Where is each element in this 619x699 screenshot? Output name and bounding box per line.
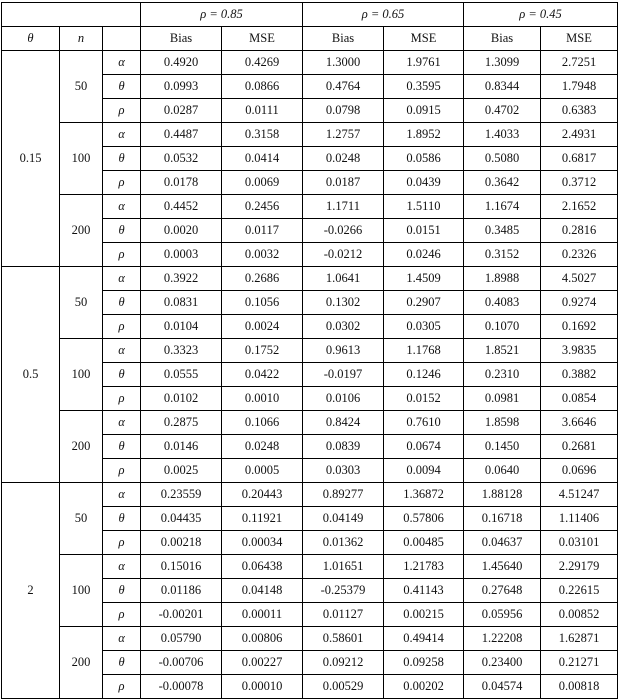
bias-value-cell: 0.01362: [303, 531, 384, 555]
bias-value-cell: 1.8598: [464, 411, 541, 435]
bias-value-cell: 0.0025: [141, 459, 222, 483]
bias-value-cell: 0.1450: [464, 435, 541, 459]
bias-value-cell: 0.4920: [141, 51, 222, 75]
mse-header: MSE: [541, 27, 618, 51]
bias-value-cell: 0.0104: [141, 315, 222, 339]
bias-value-cell: 0.05790: [141, 627, 222, 651]
parameter-cell: α: [103, 627, 141, 651]
parameter-cell: θ: [103, 219, 141, 243]
mse-value-cell: 0.22615: [541, 579, 618, 603]
bias-value-cell: 1.45640: [464, 555, 541, 579]
mse-value-cell: 0.0246: [384, 243, 464, 267]
table-row: [2, 483, 618, 507]
mse-value-cell: 2.4931: [541, 123, 618, 147]
mse-header: MSE: [384, 27, 464, 51]
bias-value-cell: 1.01651: [303, 555, 384, 579]
bias-value-cell: 0.4764: [303, 75, 384, 99]
mse-value-cell: 2.1652: [541, 195, 618, 219]
bias-value-cell: 0.4452: [141, 195, 222, 219]
bias-value-cell: 0.9613: [303, 339, 384, 363]
mse-value-cell: 2.7251: [541, 51, 618, 75]
mse-value-cell: 0.00010: [222, 675, 303, 699]
bias-value-cell: 0.4702: [464, 99, 541, 123]
bias-value-cell: 1.88128: [464, 483, 541, 507]
bias-value-cell: -0.0212: [303, 243, 384, 267]
bias-value-cell: 0.01127: [303, 603, 384, 627]
n-value-cell: 100: [60, 339, 103, 411]
bias-value-cell: 1.8988: [464, 267, 541, 291]
bias-value-cell: 0.0106: [303, 387, 384, 411]
parameter-cell: θ: [103, 651, 141, 675]
parameter-cell: α: [103, 123, 141, 147]
bias-header: Bias: [141, 27, 222, 51]
mse-value-cell: 0.0674: [384, 435, 464, 459]
n-column-header: n: [60, 27, 103, 51]
parameter-cell: θ: [103, 147, 141, 171]
table-row: [2, 627, 618, 651]
mse-value-cell: 0.0696: [541, 459, 618, 483]
mse-value-cell: 0.2681: [541, 435, 618, 459]
mse-value-cell: 0.03101: [541, 531, 618, 555]
parameter-cell: α: [103, 555, 141, 579]
mse-value-cell: 0.7610: [384, 411, 464, 435]
rho-header-0.85: ρ = 0.85: [141, 3, 303, 27]
mse-value-cell: 3.6646: [541, 411, 618, 435]
mse-value-cell: 1.9761: [384, 51, 464, 75]
mse-value-cell: 0.2686: [222, 267, 303, 291]
mse-value-cell: 1.4509: [384, 267, 464, 291]
parameter-cell: θ: [103, 435, 141, 459]
bias-value-cell: -0.0197: [303, 363, 384, 387]
bias-value-cell: 1.4033: [464, 123, 541, 147]
bias-value-cell: 0.1302: [303, 291, 384, 315]
bias-value-cell: -0.0266: [303, 219, 384, 243]
bias-value-cell: 0.23559: [141, 483, 222, 507]
mse-value-cell: 0.0305: [384, 315, 464, 339]
mse-value-cell: 0.0024: [222, 315, 303, 339]
bias-value-cell: 0.0839: [303, 435, 384, 459]
mse-value-cell: 0.11921: [222, 507, 303, 531]
mse-value-cell: 0.00852: [541, 603, 618, 627]
mse-value-cell: 4.5027: [541, 267, 618, 291]
bias-value-cell: 1.3099: [464, 51, 541, 75]
parameter-cell: ρ: [103, 315, 141, 339]
mse-value-cell: 0.3882: [541, 363, 618, 387]
mse-value-cell: 0.2326: [541, 243, 618, 267]
mse-value-cell: 1.5110: [384, 195, 464, 219]
param-column-header: [103, 27, 141, 51]
parameter-cell: ρ: [103, 459, 141, 483]
mse-value-cell: 0.00202: [384, 675, 464, 699]
bias-value-cell: 0.0993: [141, 75, 222, 99]
table-row: [2, 123, 618, 147]
simulation-results-table: [1, 2, 618, 699]
theta-value-cell: 0.5: [2, 267, 60, 483]
mse-value-cell: 0.3158: [222, 123, 303, 147]
mse-value-cell: 1.1768: [384, 339, 464, 363]
parameter-cell: θ: [103, 507, 141, 531]
mse-value-cell: 0.21271: [541, 651, 618, 675]
header-row-columns: [2, 27, 618, 51]
bias-value-cell: 1.0641: [303, 267, 384, 291]
table-row: [2, 195, 618, 219]
parameter-cell: θ: [103, 291, 141, 315]
bias-value-cell: 1.2757: [303, 123, 384, 147]
header-row-rho: [2, 3, 618, 27]
bias-value-cell: -0.00706: [141, 651, 222, 675]
mse-value-cell: 0.0111: [222, 99, 303, 123]
parameter-cell: α: [103, 195, 141, 219]
bias-value-cell: 0.4083: [464, 291, 541, 315]
mse-value-cell: 0.0152: [384, 387, 464, 411]
mse-value-cell: 0.0414: [222, 147, 303, 171]
parameter-cell: α: [103, 483, 141, 507]
mse-value-cell: 0.1752: [222, 339, 303, 363]
parameter-cell: ρ: [103, 531, 141, 555]
mse-value-cell: 0.04148: [222, 579, 303, 603]
table-row: [2, 267, 618, 291]
bias-value-cell: 0.15016: [141, 555, 222, 579]
bias-value-cell: 0.0248: [303, 147, 384, 171]
theta-value-cell: 2: [2, 483, 60, 699]
mse-value-cell: 1.62871: [541, 627, 618, 651]
bias-value-cell: 0.58601: [303, 627, 384, 651]
bias-value-cell: 0.27648: [464, 579, 541, 603]
bias-value-cell: 0.2310: [464, 363, 541, 387]
bias-value-cell: 0.0831: [141, 291, 222, 315]
bias-value-cell: 0.3922: [141, 267, 222, 291]
mse-value-cell: 0.00485: [384, 531, 464, 555]
bias-value-cell: 0.3485: [464, 219, 541, 243]
parameter-cell: α: [103, 411, 141, 435]
mse-value-cell: 0.0422: [222, 363, 303, 387]
mse-value-cell: 0.1066: [222, 411, 303, 435]
mse-value-cell: 0.0854: [541, 387, 618, 411]
parameter-cell: ρ: [103, 171, 141, 195]
header-blank-cell: [2, 3, 141, 27]
mse-value-cell: 0.00215: [384, 603, 464, 627]
mse-value-cell: 0.0010: [222, 387, 303, 411]
bias-value-cell: 0.3152: [464, 243, 541, 267]
parameter-cell: α: [103, 267, 141, 291]
mse-value-cell: 0.0117: [222, 219, 303, 243]
mse-value-cell: 0.3712: [541, 171, 618, 195]
bias-value-cell: 0.2875: [141, 411, 222, 435]
mse-value-cell: 0.4269: [222, 51, 303, 75]
bias-value-cell: 0.0302: [303, 315, 384, 339]
mse-value-cell: 0.2907: [384, 291, 464, 315]
parameter-cell: ρ: [103, 603, 141, 627]
bias-value-cell: 1.22208: [464, 627, 541, 651]
bias-value-cell: 0.0003: [141, 243, 222, 267]
bias-value-cell: 0.1070: [464, 315, 541, 339]
bias-value-cell: 0.0146: [141, 435, 222, 459]
bias-value-cell: 0.0555: [141, 363, 222, 387]
mse-value-cell: 0.1692: [541, 315, 618, 339]
parameter-cell: ρ: [103, 243, 141, 267]
mse-value-cell: 0.41143: [384, 579, 464, 603]
bias-value-cell: 0.04149: [303, 507, 384, 531]
mse-value-cell: 0.00034: [222, 531, 303, 555]
mse-value-cell: 3.9835: [541, 339, 618, 363]
bias-value-cell: 1.8521: [464, 339, 541, 363]
mse-value-cell: 0.00011: [222, 603, 303, 627]
n-value-cell: 50: [60, 483, 103, 555]
bias-value-cell: -0.00078: [141, 675, 222, 699]
mse-value-cell: 0.0915: [384, 99, 464, 123]
parameter-cell: α: [103, 51, 141, 75]
mse-value-cell: 0.1246: [384, 363, 464, 387]
bias-value-cell: 0.0287: [141, 99, 222, 123]
mse-value-cell: 0.6817: [541, 147, 618, 171]
n-value-cell: 200: [60, 627, 103, 699]
n-value-cell: 50: [60, 267, 103, 339]
mse-value-cell: 2.29179: [541, 555, 618, 579]
mse-value-cell: 0.06438: [222, 555, 303, 579]
parameter-cell: θ: [103, 363, 141, 387]
bias-value-cell: 0.00218: [141, 531, 222, 555]
bias-value-cell: -0.25379: [303, 579, 384, 603]
bias-value-cell: 0.0303: [303, 459, 384, 483]
mse-value-cell: 0.00227: [222, 651, 303, 675]
parameter-cell: ρ: [103, 675, 141, 699]
mse-value-cell: 4.51247: [541, 483, 618, 507]
bias-value-cell: 0.4487: [141, 123, 222, 147]
mse-header: MSE: [222, 27, 303, 51]
mse-value-cell: 0.00806: [222, 627, 303, 651]
bias-value-cell: 1.1674: [464, 195, 541, 219]
bias-value-cell: 0.23400: [464, 651, 541, 675]
bias-value-cell: 0.09212: [303, 651, 384, 675]
mse-value-cell: 0.0439: [384, 171, 464, 195]
theta-value-cell: 0.15: [2, 51, 60, 267]
mse-value-cell: 0.2816: [541, 219, 618, 243]
bias-value-cell: 0.8424: [303, 411, 384, 435]
bias-value-cell: 0.0020: [141, 219, 222, 243]
mse-value-cell: 0.57806: [384, 507, 464, 531]
mse-value-cell: 0.0248: [222, 435, 303, 459]
bias-value-cell: 0.00529: [303, 675, 384, 699]
n-value-cell: 50: [60, 51, 103, 123]
bias-header: Bias: [303, 27, 384, 51]
n-value-cell: 100: [60, 123, 103, 195]
mse-value-cell: 0.0069: [222, 171, 303, 195]
n-value-cell: 200: [60, 411, 103, 483]
mse-value-cell: 0.0094: [384, 459, 464, 483]
mse-value-cell: 0.9274: [541, 291, 618, 315]
mse-value-cell: 1.21783: [384, 555, 464, 579]
mse-value-cell: 0.09258: [384, 651, 464, 675]
bias-value-cell: 0.89277: [303, 483, 384, 507]
mse-value-cell: 0.1056: [222, 291, 303, 315]
bias-value-cell: 0.0532: [141, 147, 222, 171]
mse-value-cell: 0.20443: [222, 483, 303, 507]
bias-value-cell: 1.1711: [303, 195, 384, 219]
mse-value-cell: 0.2456: [222, 195, 303, 219]
mse-value-cell: 0.49414: [384, 627, 464, 651]
mse-value-cell: 0.0866: [222, 75, 303, 99]
bias-value-cell: 1.3000: [303, 51, 384, 75]
bias-value-cell: 0.04435: [141, 507, 222, 531]
parameter-cell: θ: [103, 75, 141, 99]
rho-header-0.65: ρ = 0.65: [303, 3, 464, 27]
bias-value-cell: 0.01186: [141, 579, 222, 603]
rho-header-0.45: ρ = 0.45: [464, 3, 618, 27]
bias-value-cell: 0.16718: [464, 507, 541, 531]
theta-column-header: θ: [2, 27, 60, 51]
parameter-cell: θ: [103, 579, 141, 603]
bias-value-cell: 0.0798: [303, 99, 384, 123]
mse-value-cell: 1.36872: [384, 483, 464, 507]
mse-value-cell: 0.0586: [384, 147, 464, 171]
bias-value-cell: 0.0102: [141, 387, 222, 411]
bias-value-cell: 0.0178: [141, 171, 222, 195]
mse-value-cell: 1.11406: [541, 507, 618, 531]
bias-value-cell: 0.04637: [464, 531, 541, 555]
table-row: [2, 555, 618, 579]
mse-value-cell: 1.8952: [384, 123, 464, 147]
mse-value-cell: 0.00818: [541, 675, 618, 699]
bias-value-cell: 0.04574: [464, 675, 541, 699]
table-row: [2, 339, 618, 363]
bias-value-cell: 0.0981: [464, 387, 541, 411]
bias-value-cell: -0.00201: [141, 603, 222, 627]
parameter-cell: α: [103, 339, 141, 363]
n-value-cell: 200: [60, 195, 103, 267]
bias-value-cell: 0.05956: [464, 603, 541, 627]
bias-value-cell: 0.3323: [141, 339, 222, 363]
mse-value-cell: 0.3595: [384, 75, 464, 99]
bias-value-cell: 0.0640: [464, 459, 541, 483]
mse-value-cell: 0.0005: [222, 459, 303, 483]
table-row: [2, 411, 618, 435]
bias-header: Bias: [464, 27, 541, 51]
table-row: [2, 51, 618, 75]
mse-value-cell: 0.0032: [222, 243, 303, 267]
mse-value-cell: 1.7948: [541, 75, 618, 99]
mse-value-cell: 0.6383: [541, 99, 618, 123]
mse-value-cell: 0.0151: [384, 219, 464, 243]
n-value-cell: 100: [60, 555, 103, 627]
parameter-cell: ρ: [103, 99, 141, 123]
bias-value-cell: 0.8344: [464, 75, 541, 99]
parameter-cell: ρ: [103, 387, 141, 411]
table-body: [2, 51, 618, 699]
bias-value-cell: 0.3642: [464, 171, 541, 195]
bias-value-cell: 0.0187: [303, 171, 384, 195]
bias-value-cell: 0.5080: [464, 147, 541, 171]
